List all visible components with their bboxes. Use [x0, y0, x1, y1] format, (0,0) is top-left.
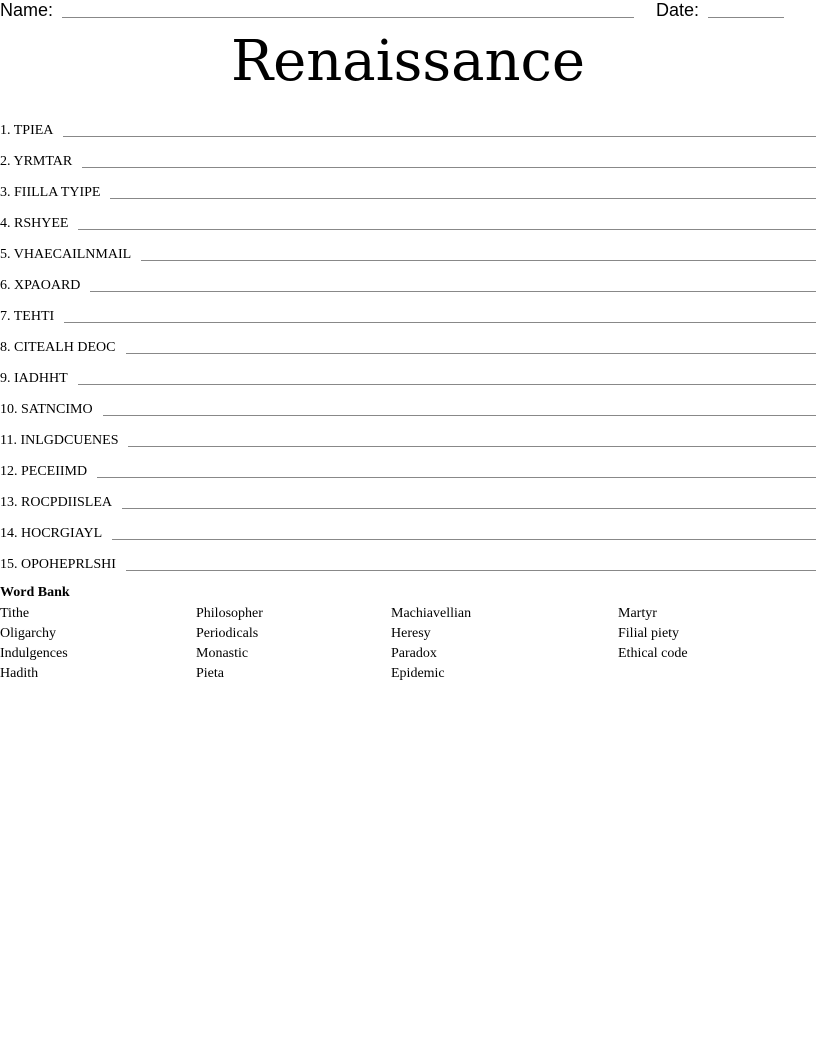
- question-number: 9 .: [0, 371, 14, 386]
- scrambled-word: RSHYEE: [14, 216, 69, 231]
- word-bank-column: [618, 604, 688, 664]
- question-row: [0, 452, 816, 483]
- answer-line[interactable]: [78, 229, 816, 230]
- question-text: [0, 525, 102, 545]
- answer-line[interactable]: [126, 570, 816, 571]
- word-bank-word: Paradox: [391, 646, 437, 661]
- scrambled-word: INLGDCUENES: [20, 433, 119, 448]
- question-number: 13 .: [0, 495, 21, 510]
- word-bank-word: Ethical code: [618, 646, 688, 661]
- question-text: [0, 370, 68, 390]
- answer-line[interactable]: [97, 477, 816, 478]
- word-bank-word: Machiavellian: [391, 606, 472, 621]
- name-label: Name:: [0, 0, 54, 20]
- question-text: [0, 184, 100, 204]
- question-text: [0, 153, 72, 173]
- question-number: 15 .: [0, 557, 21, 572]
- answer-line[interactable]: [122, 508, 816, 509]
- word-bank-word: Philosopher: [196, 606, 263, 621]
- word-bank-word: Monastic: [196, 646, 249, 661]
- question-text: [0, 463, 87, 483]
- question-number: 8 .: [0, 340, 14, 355]
- question-number: 5 .: [0, 247, 14, 262]
- question-number: 7 .: [0, 309, 14, 324]
- worksheet-title: Renaissance: [230, 29, 586, 94]
- header-row: [0, 0, 816, 24]
- question-row: [0, 545, 816, 576]
- question-number: 6 .: [0, 278, 14, 293]
- answer-line[interactable]: [103, 415, 816, 416]
- question-number: 11 .: [0, 433, 20, 448]
- question-number: 4 .: [0, 216, 14, 231]
- word-bank: [0, 584, 816, 684]
- question-row: [0, 390, 816, 421]
- word-bank-title: Word Bank: [0, 585, 70, 600]
- scrambled-word: TPIEA: [13, 123, 54, 138]
- question-text: [0, 246, 131, 266]
- question-list: [0, 111, 816, 576]
- question-text: [0, 308, 54, 328]
- question-number: 10 .: [0, 402, 21, 417]
- name-blank-line: [62, 17, 634, 18]
- question-text: [0, 432, 118, 452]
- word-bank-word: Heresy: [391, 626, 431, 641]
- word-bank-word: Oligarchy: [0, 626, 56, 641]
- question-text: [0, 494, 112, 514]
- word-bank-word: Pieta: [196, 666, 224, 681]
- answer-line[interactable]: [110, 198, 816, 199]
- word-bank-word: Tithe: [0, 606, 30, 621]
- word-bank-word: Indulgences: [0, 646, 68, 661]
- date-blank-line: [708, 17, 784, 18]
- word-bank-word: Epidemic: [391, 666, 445, 681]
- scrambled-word: SATNCIMO: [21, 402, 93, 417]
- question-row: [0, 173, 816, 204]
- answer-line[interactable]: [64, 322, 816, 323]
- question-row: [0, 142, 816, 173]
- scrambled-word: IADHHT: [14, 371, 68, 386]
- question-number: 1 .: [0, 123, 14, 138]
- question-text: [0, 122, 53, 142]
- scrambled-word: XPAOARD: [14, 278, 81, 293]
- date-label: Date:: [656, 0, 700, 20]
- question-text: [0, 339, 116, 359]
- word-bank-grid: [0, 604, 816, 684]
- scrambled-word: PECEIIMD: [21, 464, 88, 479]
- answer-line[interactable]: [141, 260, 816, 261]
- answer-line[interactable]: [128, 446, 816, 447]
- question-row: [0, 483, 816, 514]
- answer-line[interactable]: [82, 167, 816, 168]
- question-row: [0, 204, 816, 235]
- question-row: [0, 421, 816, 452]
- question-text: [0, 277, 80, 297]
- scrambled-word: OPOHEPRLSHI: [21, 557, 116, 572]
- scrambled-word: VHAECAILNMAIL: [13, 247, 132, 262]
- word-bank-column: [0, 604, 68, 684]
- scrambled-word: FIILLA TYIPE: [14, 185, 101, 200]
- answer-line[interactable]: [90, 291, 816, 292]
- answer-line[interactable]: [126, 353, 816, 354]
- question-number: 14 .: [0, 526, 21, 541]
- question-text: [0, 556, 116, 576]
- scrambled-word: ROCPDIISLEA: [21, 495, 113, 510]
- scrambled-word: CITEALH DEOC: [14, 340, 116, 355]
- scrambled-word: YRMTAR: [13, 154, 73, 169]
- question-text: [0, 401, 93, 421]
- word-bank-column: [196, 604, 263, 684]
- word-bank-column: [391, 604, 471, 684]
- question-text: [0, 215, 68, 235]
- scrambled-word: HOCRGIAYL: [21, 526, 103, 541]
- question-row: [0, 266, 816, 297]
- question-number: 3 .: [0, 185, 14, 200]
- answer-line[interactable]: [112, 539, 816, 540]
- question-row: [0, 514, 816, 545]
- scrambled-word: TEHTI: [13, 309, 55, 324]
- question-row: [0, 235, 816, 266]
- question-number: 2 .: [0, 154, 13, 169]
- answer-line[interactable]: [63, 136, 816, 137]
- question-row: [0, 328, 816, 359]
- question-row: [0, 297, 816, 328]
- word-bank-word: Martyr: [618, 606, 657, 621]
- word-bank-word: Hadith: [0, 666, 39, 681]
- word-bank-word: Periodicals: [196, 626, 259, 641]
- word-bank-word: Filial piety: [618, 626, 680, 641]
- question-row: [0, 359, 816, 390]
- answer-line[interactable]: [78, 384, 816, 385]
- question-number: 12 .: [0, 464, 21, 479]
- question-row: [0, 111, 816, 142]
